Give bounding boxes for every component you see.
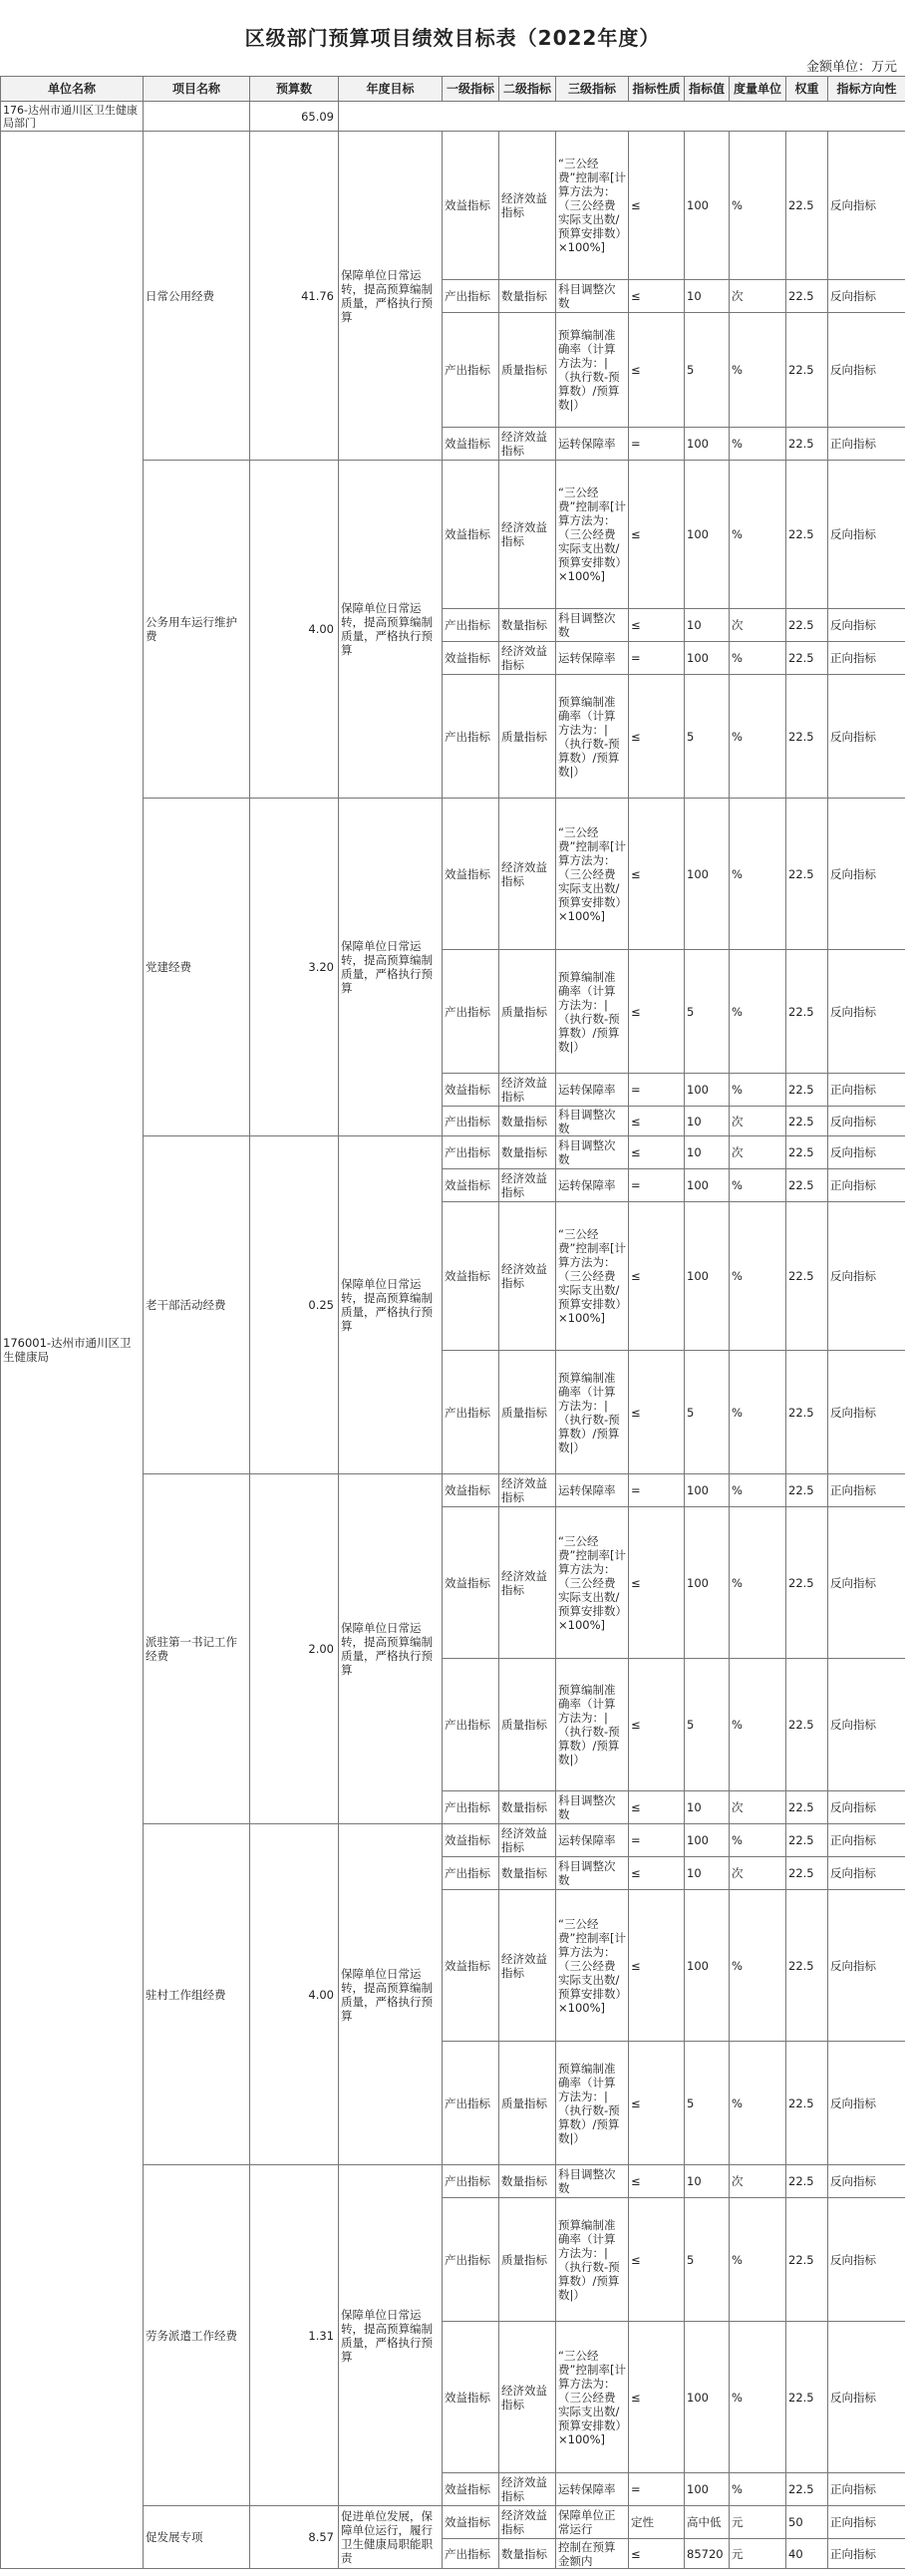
empty-cell — [339, 102, 905, 132]
level3-indicator-cell: “三公经费”控制率[计算方法为：（三公经费实际支出数/预算安排数）×100%] — [556, 799, 629, 950]
indicator-property-cell: 定性 — [629, 2506, 685, 2539]
project-name-cell: 驻村工作组经费 — [144, 1824, 250, 2165]
direction-cell: 正向指标 — [828, 2506, 905, 2539]
weight-cell: 22.5 — [786, 1107, 828, 1136]
measure-unit-cell: % — [730, 1202, 786, 1351]
weight-cell: 22.5 — [786, 1136, 828, 1169]
level3-indicator-cell: “三公经费”控制率[计算方法为：（三公经费实际支出数/预算安排数）×100%] — [556, 132, 629, 280]
weight-cell: 22.5 — [786, 1351, 828, 1474]
indicator-row — [1, 132, 905, 280]
indicator-property-cell: ≤ — [629, 2539, 685, 2569]
page-title: 区级部门预算项目绩效目标表（2022年度） — [244, 26, 661, 50]
weight-cell: 22.5 — [786, 2322, 828, 2473]
indicator-value-cell: 5 — [685, 2042, 730, 2165]
measure-unit-cell: % — [730, 675, 786, 799]
level1-indicator-cell: 效益指标 — [443, 642, 499, 675]
direction-cell: 反向指标 — [828, 280, 905, 313]
weight-cell: 22.5 — [786, 1074, 828, 1107]
direction-cell: 反向指标 — [828, 2042, 905, 2165]
indicator-property-cell: ≤ — [629, 461, 685, 609]
direction-cell: 正向指标 — [828, 1824, 905, 1857]
indicator-value-cell: 100 — [685, 2322, 730, 2473]
indicator-value-cell: 5 — [685, 675, 730, 799]
level3-indicator-cell: 预算编制准确率（计算方法为：|（执行数-预算数）/预算数|） — [556, 2042, 629, 2165]
indicator-value-cell: 5 — [685, 313, 730, 428]
indicator-property-cell: = — [629, 1824, 685, 1857]
measure-unit-cell: % — [730, 1890, 786, 2042]
indicator-value-cell: 5 — [685, 2198, 730, 2322]
level3-indicator-cell: “三公经费”控制率[计算方法为：（三公经费实际支出数/预算安排数）×100%] — [556, 461, 629, 609]
indicator-value-cell: 10 — [685, 1136, 730, 1169]
project-name-cell: 党建经费 — [144, 799, 250, 1136]
department-name-cell: 176-达州市通川区卫生健康局部门 — [1, 102, 144, 132]
level3-indicator-cell: “三公经费”控制率[计算方法为：（三公经费实际支出数/预算安排数）×100%] — [556, 1507, 629, 1659]
measure-unit-cell: 次 — [730, 1791, 786, 1824]
measure-unit-cell: 次 — [730, 1107, 786, 1136]
weight-cell: 22.5 — [786, 461, 828, 609]
indicator-property-cell: ≤ — [629, 132, 685, 280]
level1-indicator-cell: 效益指标 — [443, 1507, 499, 1659]
col-header: 单位名称 — [1, 77, 144, 102]
level2-indicator-cell: 经济效益指标 — [499, 2322, 556, 2473]
weight-cell: 22.5 — [786, 1659, 828, 1791]
indicator-value-cell: 10 — [685, 609, 730, 642]
level1-indicator-cell: 效益指标 — [443, 2506, 499, 2539]
col-header: 权重 — [786, 77, 828, 102]
level2-indicator-cell: 经济效益指标 — [499, 642, 556, 675]
level1-indicator-cell: 产出指标 — [443, 313, 499, 428]
level1-indicator-cell: 产出指标 — [443, 1107, 499, 1136]
indicator-value-cell: 5 — [685, 1659, 730, 1791]
level1-indicator-cell: 产出指标 — [443, 2198, 499, 2322]
weight-cell: 22.5 — [786, 313, 828, 428]
level2-indicator-cell: 经济效益指标 — [499, 799, 556, 950]
direction-cell: 反向指标 — [828, 1507, 905, 1659]
project-name-cell: 促发展专项 — [144, 2506, 250, 2569]
indicator-property-cell: ≤ — [629, 675, 685, 799]
level1-indicator-cell: 效益指标 — [443, 461, 499, 609]
weight-cell: 22.5 — [786, 1474, 828, 1507]
level2-indicator-cell: 数量指标 — [499, 1791, 556, 1824]
direction-cell: 反向指标 — [828, 675, 905, 799]
department-budget-cell: 65.09 — [250, 102, 339, 132]
direction-cell: 反向指标 — [828, 609, 905, 642]
direction-cell: 正向指标 — [828, 2539, 905, 2569]
project-name-cell: 派驻第一书记工作经费 — [144, 1474, 250, 1824]
level3-indicator-cell: 运转保障率 — [556, 428, 629, 461]
project-budget-cell: 0.25 — [250, 1136, 339, 1474]
header-row — [1, 77, 905, 102]
level1-indicator-cell: 产出指标 — [443, 1857, 499, 1890]
direction-cell: 反向指标 — [828, 1659, 905, 1791]
level1-indicator-cell: 效益指标 — [443, 1074, 499, 1107]
level3-indicator-cell: 科目调整次数 — [556, 280, 629, 313]
measure-unit-cell: % — [730, 1169, 786, 1202]
indicator-value-cell: 10 — [685, 1791, 730, 1824]
direction-cell: 反向指标 — [828, 132, 905, 280]
weight-cell: 22.5 — [786, 1202, 828, 1351]
department-row — [1, 102, 905, 132]
annual-goal-cell: 保障单位日常运转，提高预算编制质量，严格执行预算 — [339, 132, 443, 461]
annual-goal-cell: 保障单位日常运转，提高预算编制质量，严格执行预算 — [339, 1474, 443, 1824]
indicator-property-cell: ≤ — [629, 1507, 685, 1659]
level3-indicator-cell: 科目调整次数 — [556, 1107, 629, 1136]
direction-cell: 正向指标 — [828, 1474, 905, 1507]
level2-indicator-cell: 质量指标 — [499, 950, 556, 1074]
level2-indicator-cell: 数量指标 — [499, 280, 556, 313]
level2-indicator-cell: 经济效益指标 — [499, 1169, 556, 1202]
indicator-value-cell: 100 — [685, 642, 730, 675]
indicator-value-cell: 100 — [685, 132, 730, 280]
indicator-property-cell: ≤ — [629, 1351, 685, 1474]
indicator-property-cell: ≤ — [629, 950, 685, 1074]
indicator-value-cell: 10 — [685, 280, 730, 313]
annual-goal-cell: 保障单位日常运转，提高预算编制质量，严格执行预算 — [339, 799, 443, 1136]
level2-indicator-cell: 质量指标 — [499, 2198, 556, 2322]
level1-indicator-cell: 产出指标 — [443, 1136, 499, 1169]
indicator-property-cell: = — [629, 1474, 685, 1507]
measure-unit-cell: % — [730, 461, 786, 609]
level1-indicator-cell: 效益指标 — [443, 2322, 499, 2473]
level3-indicator-cell: 运转保障率 — [556, 1074, 629, 1107]
indicator-value-cell: 10 — [685, 1107, 730, 1136]
col-header: 度量单位 — [730, 77, 786, 102]
measure-unit-cell: % — [730, 642, 786, 675]
level3-indicator-cell: 预算编制准确率（计算方法为：|（执行数-预算数）/预算数|） — [556, 1659, 629, 1791]
indicator-property-cell: ≤ — [629, 1136, 685, 1169]
level2-indicator-cell: 经济效益指标 — [499, 2473, 556, 2506]
level3-indicator-cell: 预算编制准确率（计算方法为：|（执行数-预算数）/预算数|） — [556, 1351, 629, 1474]
project-budget-cell: 1.31 — [250, 2165, 339, 2506]
indicator-property-cell: ≤ — [629, 1857, 685, 1890]
col-header: 指标性质 — [629, 77, 685, 102]
weight-cell: 22.5 — [786, 1890, 828, 2042]
direction-cell: 反向指标 — [828, 313, 905, 428]
col-header: 项目名称 — [144, 77, 250, 102]
direction-cell: 反向指标 — [828, 1791, 905, 1824]
col-header: 一级指标 — [443, 77, 499, 102]
level2-indicator-cell: 质量指标 — [499, 1351, 556, 1474]
indicator-value-cell: 5 — [685, 950, 730, 1074]
direction-cell: 反向指标 — [828, 1107, 905, 1136]
indicator-value-cell: 100 — [685, 428, 730, 461]
level3-indicator-cell: 运转保障率 — [556, 1824, 629, 1857]
indicator-value-cell: 100 — [685, 1507, 730, 1659]
direction-cell: 反向指标 — [828, 950, 905, 1074]
level1-indicator-cell: 产出指标 — [443, 2042, 499, 2165]
annual-goal-cell: 保障单位日常运转，提高预算编制质量，严格执行预算 — [339, 1824, 443, 2165]
indicator-value-cell: 100 — [685, 1202, 730, 1351]
indicator-property-cell: ≤ — [629, 313, 685, 428]
annual-goal-cell: 保障单位日常运转，提高预算编制质量，严格执行预算 — [339, 1136, 443, 1474]
level2-indicator-cell: 数量指标 — [499, 1857, 556, 1890]
indicator-value-cell: 10 — [685, 2165, 730, 2198]
level2-indicator-cell: 经济效益指标 — [499, 1074, 556, 1107]
col-header: 二级指标 — [499, 77, 556, 102]
level1-indicator-cell: 效益指标 — [443, 1474, 499, 1507]
direction-cell: 反向指标 — [828, 1202, 905, 1351]
level3-indicator-cell: 科目调整次数 — [556, 1136, 629, 1169]
level1-indicator-cell: 产出指标 — [443, 280, 499, 313]
empty-cell — [144, 102, 250, 132]
weight-cell: 22.5 — [786, 2198, 828, 2322]
direction-cell: 反向指标 — [828, 2198, 905, 2322]
weight-cell: 22.5 — [786, 280, 828, 313]
project-budget-cell: 4.00 — [250, 461, 339, 799]
annual-goal-cell: 促进单位发展，保障单位运行，履行卫生健康局职能职责 — [339, 2506, 443, 2569]
indicator-property-cell: ≤ — [629, 2198, 685, 2322]
level2-indicator-cell: 质量指标 — [499, 675, 556, 799]
direction-cell: 反向指标 — [828, 2322, 905, 2473]
indicator-value-cell: 100 — [685, 1474, 730, 1507]
annual-goal-cell: 保障单位日常运转，提高预算编制质量，严格执行预算 — [339, 2165, 443, 2506]
indicator-value-cell: 5 — [685, 1351, 730, 1474]
level1-indicator-cell: 效益指标 — [443, 1202, 499, 1351]
indicator-property-cell: ≤ — [629, 1890, 685, 2042]
indicator-property-cell: = — [629, 642, 685, 675]
level3-indicator-cell: 运转保障率 — [556, 1169, 629, 1202]
level3-indicator-cell: 科目调整次数 — [556, 1791, 629, 1824]
level2-indicator-cell: 经济效益指标 — [499, 1507, 556, 1659]
indicator-property-cell: ≤ — [629, 2042, 685, 2165]
direction-cell: 反向指标 — [828, 2165, 905, 2198]
level2-indicator-cell: 经济效益指标 — [499, 461, 556, 609]
level1-indicator-cell: 产出指标 — [443, 2165, 499, 2198]
col-header: 年度目标 — [339, 77, 443, 102]
level1-indicator-cell: 效益指标 — [443, 1824, 499, 1857]
indicator-value-cell: 10 — [685, 1857, 730, 1890]
measure-unit-cell: % — [730, 132, 786, 280]
direction-cell: 正向指标 — [828, 2473, 905, 2506]
direction-cell: 正向指标 — [828, 428, 905, 461]
level3-indicator-cell: “三公经费”控制率[计算方法为：（三公经费实际支出数/预算安排数）×100%] — [556, 1202, 629, 1351]
measure-unit-cell: 次 — [730, 2165, 786, 2198]
weight-cell: 22.5 — [786, 2165, 828, 2198]
level3-indicator-cell: “三公经费”控制率[计算方法为：（三公经费实际支出数/预算安排数）×100%] — [556, 2322, 629, 2473]
measure-unit-cell: % — [730, 1824, 786, 1857]
level2-indicator-cell: 经济效益指标 — [499, 1824, 556, 1857]
indicator-property-cell: = — [629, 428, 685, 461]
level3-indicator-cell: 科目调整次数 — [556, 1857, 629, 1890]
level2-indicator-cell: 经济效益指标 — [499, 428, 556, 461]
project-name-cell: 劳务派遣工作经费 — [144, 2165, 250, 2506]
direction-cell: 正向指标 — [828, 642, 905, 675]
weight-cell: 50 — [786, 2506, 828, 2539]
weight-cell: 22.5 — [786, 2042, 828, 2165]
weight-cell: 22.5 — [786, 1507, 828, 1659]
indicator-property-cell: ≤ — [629, 2322, 685, 2473]
weight-cell: 22.5 — [786, 1824, 828, 1857]
indicator-property-cell: ≤ — [629, 799, 685, 950]
level3-indicator-cell: 预算编制准确率（计算方法为：|（执行数-预算数）/预算数|） — [556, 313, 629, 428]
col-header: 预算数 — [250, 77, 339, 102]
project-budget-cell: 2.00 — [250, 1474, 339, 1824]
measure-unit-cell: 元 — [730, 2506, 786, 2539]
measure-unit-cell: % — [730, 313, 786, 428]
level3-indicator-cell: 科目调整次数 — [556, 2165, 629, 2198]
level1-indicator-cell: 效益指标 — [443, 132, 499, 280]
measure-unit-cell: % — [730, 1074, 786, 1107]
level3-indicator-cell: 预算编制准确率（计算方法为：|（执行数-预算数）/预算数|） — [556, 2198, 629, 2322]
weight-cell: 22.5 — [786, 2473, 828, 2506]
unit-name-cell: 176001-达州市通川区卫生健康局 — [1, 132, 144, 2569]
level1-indicator-cell: 效益指标 — [443, 799, 499, 950]
weight-cell: 22.5 — [786, 675, 828, 799]
level2-indicator-cell: 数量指标 — [499, 1136, 556, 1169]
level2-indicator-cell: 质量指标 — [499, 1659, 556, 1791]
level3-indicator-cell: 控制在预算金额内 — [556, 2539, 629, 2569]
project-budget-cell: 3.20 — [250, 799, 339, 1136]
level2-indicator-cell: 经济效益指标 — [499, 132, 556, 280]
level2-indicator-cell: 质量指标 — [499, 2042, 556, 2165]
level2-indicator-cell: 数量指标 — [499, 2165, 556, 2198]
direction-cell: 反向指标 — [828, 1857, 905, 1890]
level3-indicator-cell: 运转保障率 — [556, 1474, 629, 1507]
indicator-value-cell: 100 — [685, 461, 730, 609]
indicator-property-cell: ≤ — [629, 1107, 685, 1136]
level3-indicator-cell: 运转保障率 — [556, 2473, 629, 2506]
level3-indicator-cell: 预算编制准确率（计算方法为：|（执行数-预算数）/预算数|） — [556, 950, 629, 1074]
project-budget-cell: 41.76 — [250, 132, 339, 461]
weight-cell: 22.5 — [786, 1791, 828, 1824]
measure-unit-cell: % — [730, 2322, 786, 2473]
level1-indicator-cell: 产出指标 — [443, 1659, 499, 1791]
indicator-property-cell: ≤ — [629, 1791, 685, 1824]
measure-unit-cell: % — [730, 1474, 786, 1507]
weight-cell: 40 — [786, 2539, 828, 2569]
direction-cell: 反向指标 — [828, 461, 905, 609]
direction-cell: 反向指标 — [828, 1890, 905, 2042]
level1-indicator-cell: 产出指标 — [443, 1791, 499, 1824]
level3-indicator-cell: 预算编制准确率（计算方法为：|（执行数-预算数）/预算数|） — [556, 675, 629, 799]
annual-goal-cell: 保障单位日常运转，提高预算编制质量，严格执行预算 — [339, 461, 443, 799]
level1-indicator-cell: 效益指标 — [443, 1890, 499, 2042]
weight-cell: 22.5 — [786, 609, 828, 642]
level3-indicator-cell: 运转保障率 — [556, 642, 629, 675]
measure-unit-cell: 次 — [730, 280, 786, 313]
weight-cell: 22.5 — [786, 642, 828, 675]
level2-indicator-cell: 数量指标 — [499, 1107, 556, 1136]
weight-cell: 22.5 — [786, 428, 828, 461]
project-name-cell: 公务用车运行维护费 — [144, 461, 250, 799]
measure-unit-cell: % — [730, 1659, 786, 1791]
indicator-value-cell: 100 — [685, 799, 730, 950]
measure-unit-cell: 元 — [730, 2539, 786, 2569]
indicator-value-cell: 100 — [685, 1169, 730, 1202]
weight-cell: 22.5 — [786, 1857, 828, 1890]
indicator-property-cell: = — [629, 1169, 685, 1202]
measure-unit-cell: % — [730, 950, 786, 1074]
indicator-value-cell: 100 — [685, 1890, 730, 2042]
level2-indicator-cell: 经济效益指标 — [499, 1474, 556, 1507]
level1-indicator-cell: 产出指标 — [443, 675, 499, 799]
indicator-property-cell: = — [629, 1074, 685, 1107]
measure-unit-cell: % — [730, 2473, 786, 2506]
amount-unit-label: 金额单位：万元 — [805, 60, 897, 75]
performance-table — [0, 76, 905, 2569]
project-budget-cell: 8.57 — [250, 2506, 339, 2569]
level1-indicator-cell: 效益指标 — [443, 428, 499, 461]
col-header: 指标方向性 — [828, 77, 905, 102]
measure-unit-cell: 次 — [730, 1136, 786, 1169]
measure-unit-cell: % — [730, 428, 786, 461]
project-name-cell: 日常公用经费 — [144, 132, 250, 461]
level1-indicator-cell: 产出指标 — [443, 950, 499, 1074]
level1-indicator-cell: 产出指标 — [443, 2539, 499, 2569]
direction-cell: 正向指标 — [828, 1074, 905, 1107]
indicator-property-cell: = — [629, 2473, 685, 2506]
weight-cell: 22.5 — [786, 950, 828, 1074]
measure-unit-cell: 次 — [730, 609, 786, 642]
level2-indicator-cell: 经济效益指标 — [499, 1890, 556, 2042]
measure-unit-cell: % — [730, 2198, 786, 2322]
level1-indicator-cell: 产出指标 — [443, 1351, 499, 1474]
level3-indicator-cell: “三公经费”控制率[计算方法为：（三公经费实际支出数/预算安排数）×100%] — [556, 1890, 629, 2042]
indicator-value-cell: 100 — [685, 2473, 730, 2506]
indicator-property-cell: ≤ — [629, 1659, 685, 1791]
level2-indicator-cell: 经济效益指标 — [499, 2506, 556, 2539]
project-budget-cell: 4.00 — [250, 1824, 339, 2165]
measure-unit-cell: 次 — [730, 1857, 786, 1890]
indicator-property-cell: ≤ — [629, 280, 685, 313]
level2-indicator-cell: 数量指标 — [499, 609, 556, 642]
level2-indicator-cell: 经济效益指标 — [499, 1202, 556, 1351]
indicator-value-cell: 高中低 — [685, 2506, 730, 2539]
level3-indicator-cell: 保障单位正常运行 — [556, 2506, 629, 2539]
weight-cell: 22.5 — [786, 132, 828, 280]
measure-unit-cell: % — [730, 1351, 786, 1474]
indicator-value-cell: 85720 — [685, 2539, 730, 2569]
measure-unit-cell: % — [730, 1507, 786, 1659]
indicator-property-cell: ≤ — [629, 609, 685, 642]
level1-indicator-cell: 效益指标 — [443, 1169, 499, 1202]
col-header: 三级指标 — [556, 77, 629, 102]
level2-indicator-cell: 质量指标 — [499, 313, 556, 428]
level3-indicator-cell: 科目调整次数 — [556, 609, 629, 642]
level2-indicator-cell: 数量指标 — [499, 2539, 556, 2569]
weight-cell: 22.5 — [786, 1169, 828, 1202]
weight-cell: 22.5 — [786, 799, 828, 950]
direction-cell: 反向指标 — [828, 1351, 905, 1474]
indicator-property-cell: ≤ — [629, 2165, 685, 2198]
direction-cell: 正向指标 — [828, 1169, 905, 1202]
col-header: 指标值 — [685, 77, 730, 102]
indicator-value-cell: 100 — [685, 1824, 730, 1857]
indicator-value-cell: 100 — [685, 1074, 730, 1107]
measure-unit-cell: % — [730, 799, 786, 950]
indicator-property-cell: ≤ — [629, 1202, 685, 1351]
measure-unit-cell: % — [730, 2042, 786, 2165]
project-name-cell: 老干部活动经费 — [144, 1136, 250, 1474]
direction-cell: 反向指标 — [828, 1136, 905, 1169]
direction-cell: 反向指标 — [828, 799, 905, 950]
level1-indicator-cell: 产出指标 — [443, 609, 499, 642]
level1-indicator-cell: 效益指标 — [443, 2473, 499, 2506]
